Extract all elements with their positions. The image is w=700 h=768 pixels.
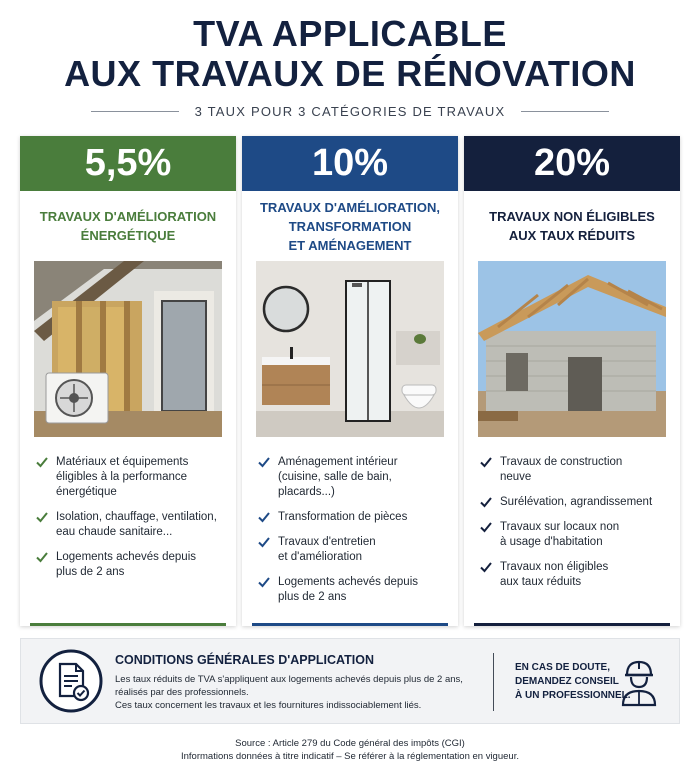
list-item: Matériaux et équipements éligibles à la performance énergétique (36, 455, 226, 500)
construction-photo (478, 261, 666, 437)
title-line-1: TVA APPLICABLE (193, 13, 507, 54)
check-icon (36, 551, 48, 563)
category-line: AUX TAUX RÉDUITS (508, 228, 636, 243)
check-icon (258, 511, 270, 523)
insulation-heatpump-illustration (34, 261, 222, 437)
check-icon (258, 456, 270, 468)
category-line: TRAVAUX D'AMÉLIORATION (39, 209, 217, 224)
title-line-2: AUX TRAVAUX DE RÉNOVATION (64, 53, 636, 94)
rate-card-10 (242, 136, 458, 626)
list-item: Logements achevés depuis plus de 2 ans (36, 550, 226, 580)
item-list (20, 437, 236, 580)
list-item: Travaux d'entretien et d'amélioration (258, 535, 448, 565)
list-item: Travaux de construction neuve (480, 455, 670, 485)
advice-text: EN CAS DE DOUTE, DEMANDEZ CONSEIL À UN PROFESSIONNEL. (515, 662, 631, 701)
item-list (242, 437, 458, 605)
check-icon (480, 496, 492, 508)
document-check-icon (39, 649, 103, 713)
new-construction-illustration (478, 261, 666, 437)
page-title (0, 14, 700, 94)
rate-value: 20% (464, 136, 680, 191)
item-list (464, 437, 680, 590)
check-icon (480, 561, 492, 573)
list-item: Travaux sur locaux non à usage d'habitation (480, 520, 670, 550)
insulation-photo (34, 261, 222, 437)
check-icon (258, 576, 270, 588)
check-icon (36, 456, 48, 468)
category-title (464, 191, 680, 261)
conditions-panel (20, 638, 680, 724)
category-line: TRAVAUX D'AMÉLIORATION, (259, 199, 441, 215)
check-icon (258, 536, 270, 548)
list-item: Logements achevés depuis plus de 2 ans (258, 575, 448, 605)
list-item: Transformation de pièces (258, 510, 448, 525)
list-item: Surélévation, agrandissement (480, 495, 670, 510)
category-line: TRANSFORMATION (288, 218, 412, 234)
category-title (242, 191, 458, 261)
check-icon (36, 511, 48, 523)
divider (493, 653, 494, 711)
category-line: ÉNERGÉTIQUE (80, 228, 176, 243)
footer-source: Source : Article 279 du Code général des impôts (CGI) (235, 738, 465, 749)
check-icon (480, 521, 492, 533)
card-bottom-bar (252, 623, 448, 626)
subtitle-row (0, 104, 700, 119)
list-item: Isolation, chauffage, ventilation, eau chaude sanitaire... (36, 510, 226, 540)
subtitle-rule-right (521, 111, 609, 112)
category-line: ET AMÉNAGEMENT (288, 237, 412, 253)
category-line: TRAVAUX NON ÉLIGIBLES (489, 209, 655, 224)
rate-value: 5,5% (20, 136, 236, 191)
footer (0, 737, 700, 763)
category-title (20, 191, 236, 261)
card-bottom-bar (30, 623, 226, 626)
bathroom-photo (256, 261, 444, 437)
bathroom-illustration (256, 261, 444, 437)
conditions-title: CONDITIONS GÉNÉRALES D'APPLICATION (115, 653, 375, 667)
check-icon (480, 456, 492, 468)
rate-value: 10% (242, 136, 458, 191)
worker-helmet-icon (619, 657, 659, 707)
rate-card-5-5 (20, 136, 236, 626)
card-bottom-bar (474, 623, 670, 626)
footer-note: Informations données à titre indicatif – Se référer à la réglementation en vigueur. (181, 751, 519, 762)
conditions-text: Les taux réduits de TVA s'appliquent aux logements achevés depuis plus de 2 ans, réalisés par des professionnels. Ces taux concernent les travaux et les fournitures indissociablement liés. (115, 674, 463, 711)
subtitle: 3 TAUX POUR 3 CATÉGORIES DE TRAVAUX (194, 104, 506, 119)
list-item: Aménagement intérieur (cuisine, salle de bain, placards...) (258, 455, 448, 500)
subtitle-rule-left (91, 111, 179, 112)
rate-card-20 (464, 136, 680, 626)
list-item: Travaux non éligibles aux taux réduits (480, 560, 670, 590)
